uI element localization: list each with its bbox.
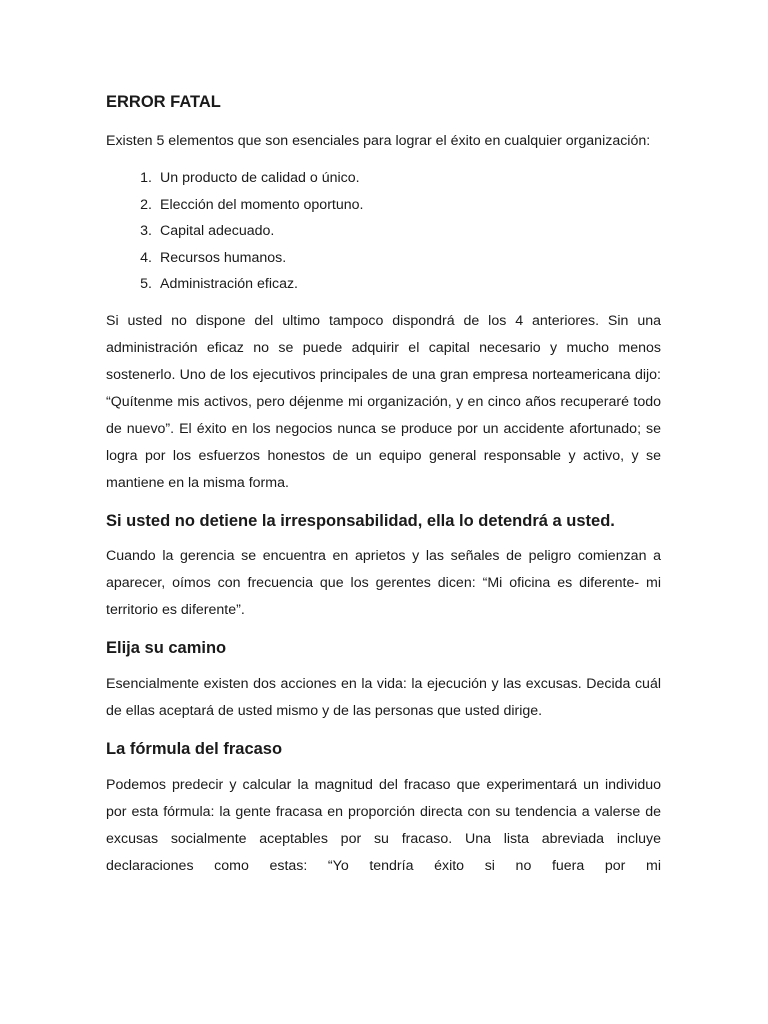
list-item [106, 271, 661, 298]
list-item [106, 165, 661, 192]
list-number: 2. [140, 196, 152, 213]
list-number: 3. [140, 223, 152, 240]
list-text: Administración eficaz. [160, 276, 298, 293]
list-number: 5. [140, 276, 152, 293]
list-number: 4. [140, 249, 152, 266]
heading-formula-fracaso: La fórmula del fracaso [106, 739, 283, 758]
intro-paragraph: Existen 5 elementos que son esenciales para lograr el éxito en cualquier organización: [106, 133, 651, 149]
paragraph-4: Podemos predecir y calcular la magnitud del fracaso que experimentará un individuo por esta fórmula: la gente fracasa en proporción directa con su tendencia a valerse de excusas socialmente aceptables por su fracaso. Una lista abreviada incluye declaraciones como estas: “Yo tendría éxito si no fuera por mi [106, 776, 661, 874]
paragraph-3: Esencialmente existen dos acciones en la vida: la ejecución y las excusas. Decida cuál de ellas aceptará de usted mismo y de las personas que usted dirige. [106, 675, 661, 719]
document-title: ERROR FATAL [106, 93, 221, 111]
list-text: Un producto de calidad o único. [160, 170, 360, 186]
paragraph-2: Cuando la gerencia se encuentra en aprietos y las señales de peligro comienzan a aparecer, oímos con frecuencia que los gerentes dicen: “Mi oficina es diferente- mi territorio es diferente”. [106, 547, 661, 618]
heading-elija-camino: Elija su camino [106, 638, 227, 657]
list-item [106, 245, 661, 272]
heading-irresponsabilidad: Si usted no detiene la irresponsabilidad, ella lo detendrá a usted. [106, 511, 615, 530]
list-text: Capital adecuado. [160, 223, 275, 240]
elements-list [106, 165, 661, 298]
document-body [106, 90, 661, 880]
list-item [106, 192, 661, 219]
list-item [106, 218, 661, 245]
list-text: Recursos humanos. [160, 249, 287, 266]
paragraph-1: Si usted no dispone del ultimo tampoco dispondrá de los 4 anteriores. Sin una administración eficaz no se puede adquirir el capital necesario y mucho menos sostenerlo. Uno de los ejecutivos principales de una gran empresa norteamericana dijo: “Quítenme mis activos, pero déjenme mi organización, y en cinco años recuperaré todo de nuevo”. El éxito en los negocios nunca se produce por un accidente afortunado; se logra por los esfuerzos honestos de un equipo general responsable y activo, y se mantiene en la misma forma. [106, 312, 661, 491]
list-number: 1. [140, 170, 152, 186]
list-text: Elección del momento oportuno. [160, 196, 364, 213]
